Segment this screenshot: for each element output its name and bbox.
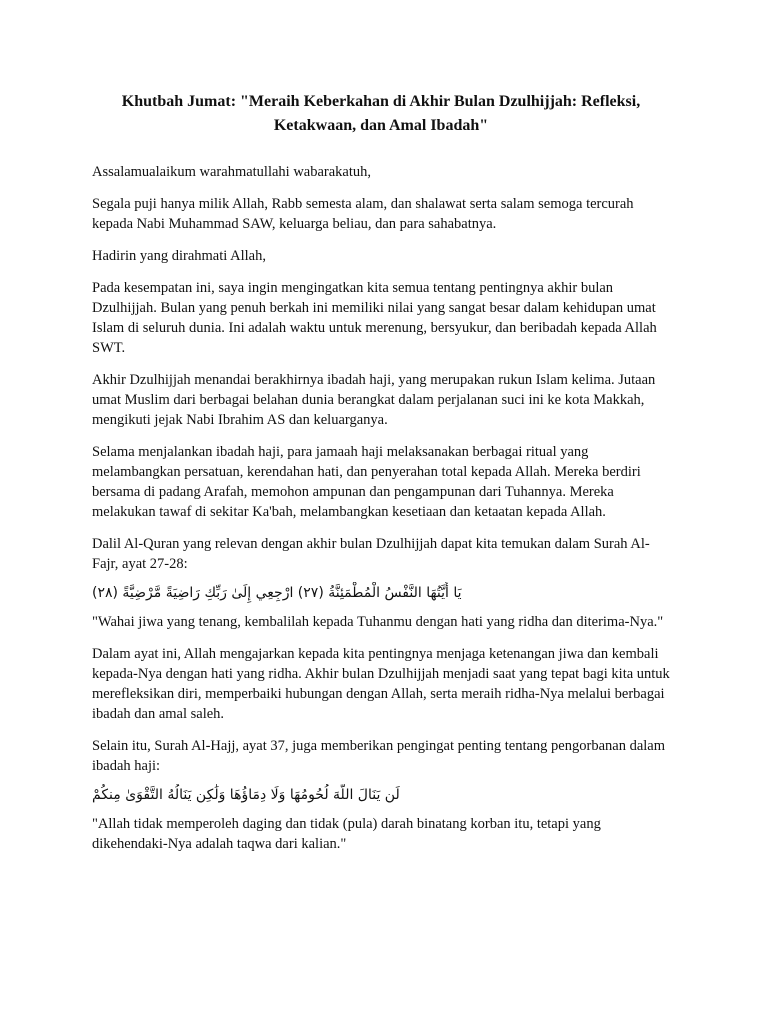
quran-intro-paragraph: Dalil Al-Quran yang relevan dengan akhir bulan Dzulhijjah dapat kita temukan dalam Surah Al-Fajr, ayat 27-28: [92,536,650,572]
body-paragraph: Akhir Dzulhijjah menandai berakhirnya ibadah haji, yang merupakan rukun Islam kelima. Jutaan umat Muslim dari berbagai belahan dunia berangkat dalam perjalanan suci ini ke kota Makkah, mengikuti jejak Nabi Ibrahim AS dan keluarganya. [92,372,656,428]
document-title: Khutbah Jumat: "Meraih Keberkahan di Akhir Bulan Dzulhijjah: Refleksi, Ketakwaan, dan Amal Ibadah" [121,93,641,134]
arabic-verse-al-hajj: لَن يَنَالَ اللَّهَ لُحُومُهَا وَلَا دِمَاؤُهَا وَلَٰكِن يَنَالُهُ التَّقْوَىٰ مِنكُمْ [92,787,400,803]
document-page [92,90,670,866]
verse-translation: "Wahai jiwa yang tenang, kembalilah kepada Tuhanmu dengan hati yang ridha dan diterima-Nya." [92,614,664,630]
verse-translation: "Allah tidak memperoleh daging dan tidak (pula) darah binatang korban itu, tetapi yang dikehendaki-Nya adalah taqwa dari kalian." [92,816,601,852]
body-paragraph: Dalam ayat ini, Allah mengajarkan kepada kita pentingnya menjaga ketenangan jiwa dan kembali kepada-Nya dengan hati yang ridha. Akhir bulan Dzulhijjah menjadi saat yang tepat bagi kita untuk merefleksikan diri, memperbaiki hubungan dengan Allah, serta meraih ridha-Nya melalui berbagai ibadah dan amal saleh. [92,646,670,722]
arabic-verse-al-fajr: يَا أَيَّتُهَا النَّفْسُ الْمُطْمَئِنَّةُ (٢٧) ارْجِعِي إِلَىٰ رَبِّكِ رَاضِيَةً مَّرْضِيَّةً (٢٨) [92,585,462,601]
body-paragraph: Selama menjalankan ibadah haji, para jamaah haji melaksanakan berbagai ritual yang melambangkan persatuan, kerendahan hati, dan penyerahan total kepada Allah. Mereka berdiri bersama di padang Arafah, memohon ampunan dan pengampunan dari Tuhannya. Mereka melakukan tawaf di sekitar Ka'bah, melambangkan kesetiaan dan ketaatan kepada Allah. [92,444,641,520]
praise-paragraph: Segala puji hanya milik Allah, Rabb semesta alam, dan shalawat serta salam semoga tercurah kepada Nabi Muhammad SAW, keluarga beliau, dan para sahabatnya. [92,196,634,232]
quran-intro-paragraph: Selain itu, Surah Al-Hajj, ayat 37, juga memberikan pengingat penting tentang pengorbanan dalam ibadah haji: [92,738,665,774]
greeting-paragraph: Assalamualaikum warahmatullahi wabarakatuh, [92,164,372,180]
body-paragraph: Pada kesempatan ini, saya ingin mengingatkan kita semua tentang pentingnya akhir bulan Dzulhijjah. Bulan yang penuh berkah ini memiliki nilai yang sangat besar dalam kehidupan umat Islam di seluruh dunia. Ini adalah waktu untuk merenung, bersyukur, dan beribadah kepada Allah SWT. [92,280,657,356]
address-paragraph: Hadirin yang dirahmati Allah, [92,248,266,264]
